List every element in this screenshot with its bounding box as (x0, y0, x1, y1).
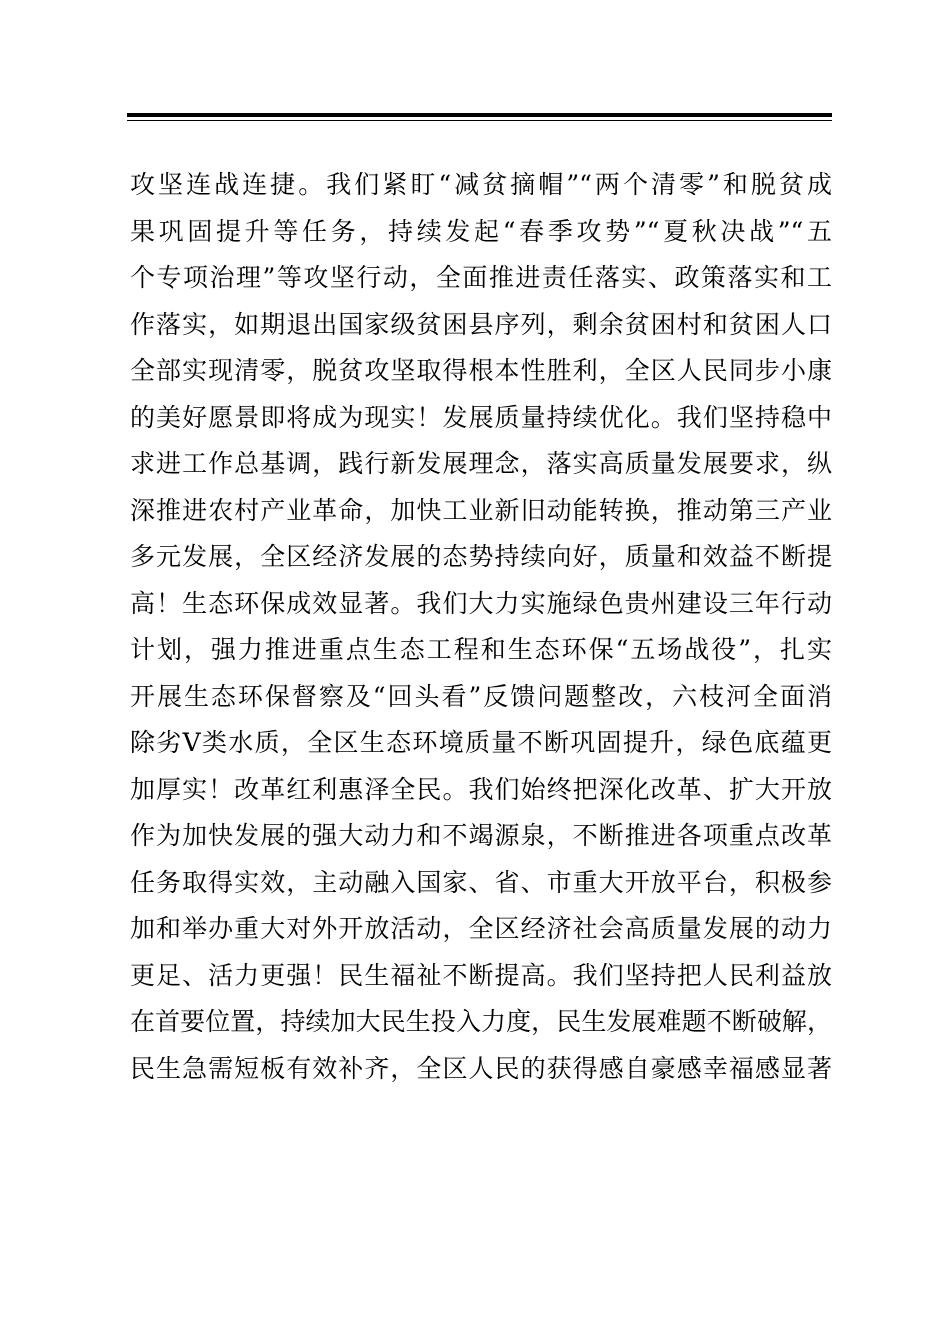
text-line: 加厚实！改革红利惠泽全民。我们始终把深化改革、扩大开放 (130, 774, 832, 804)
text-line: 加和举办重大对外开放活动，全区经济社会高质量发展的动力 (130, 914, 832, 943)
text-line: 民生急需短板有效补齐，全区人民的获得感自豪感幸福感显著 (130, 1053, 832, 1083)
text-line: 果巩固提升等任务，持续发起“春季攻势”“夏秋决战”“五 (130, 216, 832, 246)
text-line: 求进工作总基调，践行新发展理念，落实高质量发展要求，纵 (130, 449, 832, 478)
text-line: 作为加快发展的强大动力和不竭源泉，不断推进各项重点改革 (130, 821, 832, 850)
text-line: 全部实现清零，脱贫攻坚取得根本性胜利，全区人民同步小康 (130, 356, 832, 385)
text-line: 的美好愿景即将成为现实！发展质量持续优化。我们坚持稳中 (130, 402, 832, 432)
body-paragraph (130, 162, 832, 1092)
text-line: 个专项治理”等攻坚行动，全面推进责任落实、政策落实和工 (130, 263, 832, 292)
text-line: 开展生态环保督察及“回头看”反馈问题整改，六枝河全面消 (130, 681, 832, 711)
text-line: 攻坚连战连捷。我们紧盯“减贫摘帽”“两个清零”和脱贫成 (130, 170, 832, 199)
header-rule-thin (127, 120, 832, 121)
text-line: 深推进农村产业革命，加快工业新旧动能转换，推动第三产业 (130, 495, 832, 525)
text-line: 计划，强力推进重点生态工程和生态环保“五场战役”，扎实 (130, 635, 832, 664)
text-line: 高！生态环保成效显著。我们大力实施绿色贵州建设三年行动 (130, 588, 832, 618)
header-rule-thick (127, 113, 832, 117)
text-line: 多元发展，全区经济发展的态势持续向好，质量和效益不断提 (130, 542, 832, 571)
text-line: 任务取得实效，主动融入国家、省、市重大开放平台，积极参 (130, 867, 832, 897)
text-line: 作落实，如期退出国家级贫困县序列，剩余贫困村和贫困人口 (130, 309, 832, 339)
text-line: 在首要位置，持续加大民生投入力度，民生发展难题不断破解， (130, 1007, 832, 1036)
text-line: 更足、活力更强！民生福祉不断提高。我们坚持把人民利益放 (130, 960, 832, 990)
text-line: 除劣Ⅴ类水质，全区生态环境质量不断巩固提升，绿色底蕴更 (130, 728, 832, 757)
